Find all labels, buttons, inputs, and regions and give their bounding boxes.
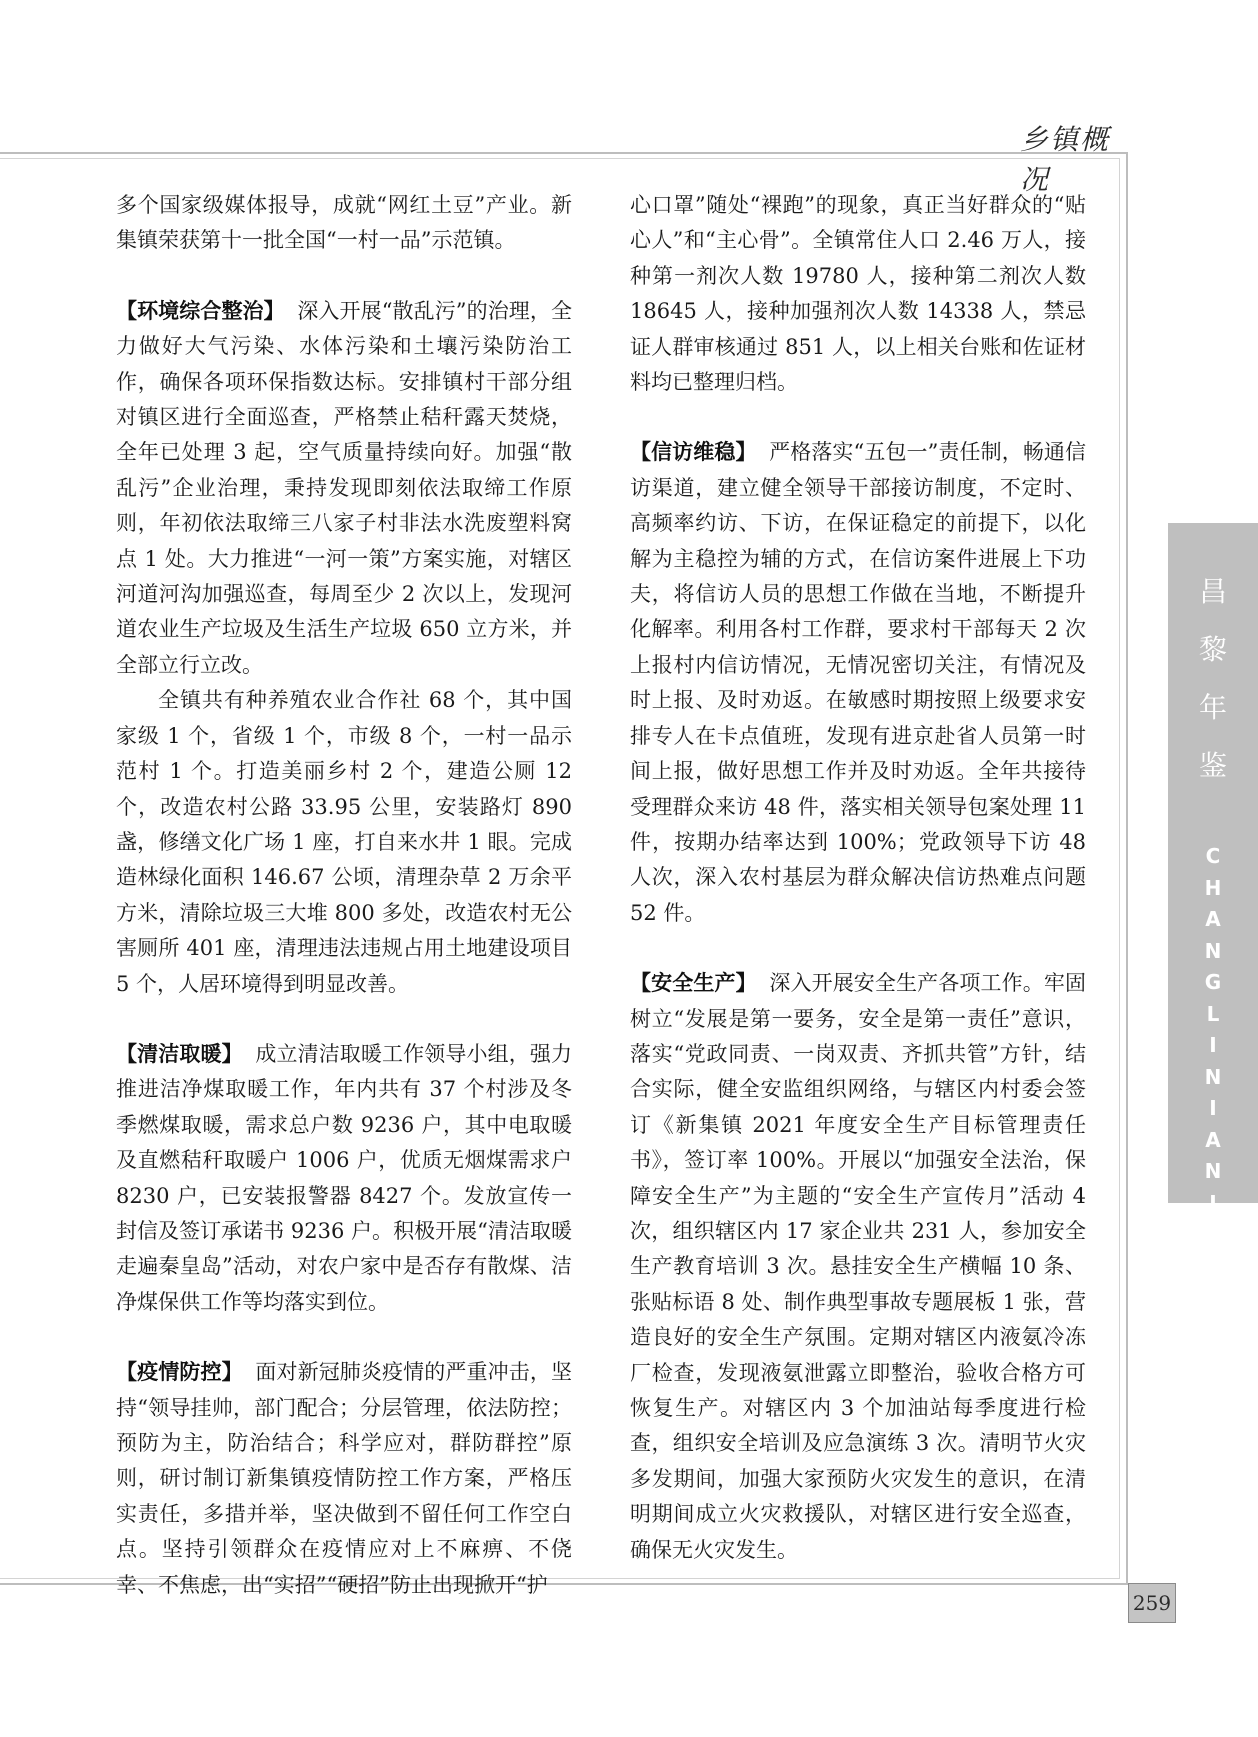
epidemic-text: 面对新冠肺炎疫情的严重冲击，坚持“领导挂帅，部门配合；分层管理，依法防控；预防为主，防治结合；科学应对，群防群控”原则，研讨制订新集镇疫情防控工作方案，严格压实责任，多措并举，坚决做到不留任何工作空白点。坚持引领群众在疫情应对上不麻痹、不侥幸、不焦虑，出“实招”“硬招”防止出现掀开“护: [116, 1360, 573, 1597]
side-tab-letter: I: [1209, 1096, 1217, 1120]
petition-text: 严格落实“五包一”责任制，畅通信访渠道，建立健全领导干部接访制度，不定时、高频率约访、下访，在保证稳定的前提下，以化解为主稳控为辅的方式，在信访案件进展上下功夫，将信访人员的思想工作做在当地，不断提升化解率。利用各村工作群，要求村干部每天 2 次上报村内信访情况，无情况密切关注，有情况及时上报、及时劝返。在敏感时期按照上级要求安排专人在卡点值班，发现有进京赴省人员第一时间上报，做好思想工作并及时劝返。全年共接待受理群众来访 48 件，落实相关领导包案处理 11 件，按期办结率达到 100%；党政领导下访 48 人次，深入农村基层为群众解决信访热难点问题 52 件。: [630, 440, 1086, 925]
epidemic-heading: 【疫情防控】: [116, 1360, 243, 1385]
side-tab-letter: A: [1205, 1127, 1221, 1152]
environment-paragraph-2: 全镇共有种养殖农业合作社 68 个，其中国家级 1 个，省级 1 个，市级 8 个，一村一品示范村 1 个。打造美丽乡村 2 个，建造公厕 12 个，改造农村公路 33.95 公里，安装路灯 890 盏，修缮文化广场 1 座，打自来水井 1 眼。完成造林绿化面积 146.67 公顷，清理杂草 2 万余平方米，清除垃圾三大堆 800 多处，改造农村无公害厕所 401 座，清理违法违规占用土地建设项目 5 个，人居环境得到明显改善。: [116, 688, 572, 996]
safety-heading: 【安全生产】: [630, 971, 757, 996]
petition-paragraph: [630, 435, 1086, 931]
side-tab-letter: N: [1204, 1285, 1222, 1309]
environment-text: 深入开展“散乱污”的治理，全力做好大气污染、水体污染和土壤污染防治工作，确保各项环保指数达标。安排镇村干部分组对镇区进行全面巡查，严格禁止秸秆露天焚烧，全年已处理 3 起，空气质量持续向好。加强“散乱污”企业治理，秉持发现即刻依法取缔工作原则，年初依法取缔三八家子村非法水洗废塑料窝点 1 处。大力推进“一河一策”方案实施，对辖区河道河沟加强巡查，每周至少 2 次以上，发现河道农业生产垃圾及生活生产垃圾 650 立方米，并全部立行立改。: [116, 298, 572, 677]
heating-paragraph: [116, 1037, 572, 1320]
intro-paragraph: 多个国家级媒体报导，成就“网红土豆”产业。新集镇荣获第十一批全国“一村一品”示范镇。: [116, 193, 572, 253]
side-tab-char: 年: [1198, 691, 1227, 724]
epidemic-continued-paragraph: 心口罩”随处“裸跑”的现象，真正当好群众的“贴心人”和“主心骨”。全镇常住人口 2.46 万人，接种第一剂次人数 19780 人，接种第二剂次人数 18645 人，接种加强剂次人数 14338 人，禁忌证人群审核通过 851 人，以上相关台账和佐证材料均已整理归档。: [630, 193, 1086, 395]
side-tab-char: 昌: [1198, 575, 1227, 608]
page-number: 259: [1128, 1583, 1176, 1623]
side-tab-letter: N: [1204, 1159, 1222, 1183]
safety-paragraph: [630, 966, 1086, 1568]
safety-text: 深入开展安全生产各项工作。牢固树立“发展是第一要务，安全是第一责任”意识，落实“党政同责、一岗双责、齐抓共管”方针，结合实际，健全安监组织网络，与辖区内村委会签订《新集镇 2021 年度安全生产目标管理责任书》，签订率 100%。开展以“加强安全法治，保障安全生产”为主题的“安全生产宣传月”活动 4 次，组织辖区内 17 家企业共 231 人，参加安全生产教育培训 3 次。悬挂安全生产横幅 10 条、张贴标语 8 处、制作典型事故专题展板 1 张，营造良好的安全生产氛围。定期对辖区内液氨冷冻厂检查，发现液氨泄露立即整治，验收合格方可恢复生产。对辖区内 3 个加油站每季度进行检查，组织安全培训及应急演练 3 次。清明节火灾多发期间，加强大家预防火灾发生的意识，在清明期间成立火灾救援队，对辖区进行安全巡查，确保无火灾发生。: [630, 971, 1087, 1562]
heating-text: 成立清洁取暖工作领导小组，强力推进洁净煤取暖工作，年内共有 37 个村涉及冬季燃煤取暖，需求总户数 9236 户，其中电取暖及直燃秸秆取暖户 1006 户，优质无烟煤需求户 8230 户，已安装报警器 8427 个。发放宣传一封信及签订承诺书 9236 户。积极开展“清洁取暖走遍秦皇岛”活动，对农户家中是否存有散煤、洁净煤保供工作等均落实到位。: [116, 1041, 573, 1314]
left-column: [116, 188, 572, 1603]
side-tab-letter: N: [1204, 938, 1222, 963]
side-tab-char: 鉴: [1198, 749, 1227, 782]
side-tab-letter: G: [1204, 970, 1222, 994]
side-tab-letter: C: [1205, 844, 1221, 868]
side-tab-letter: N: [1204, 1064, 1222, 1089]
side-tab-title: [1168, 563, 1258, 795]
petition-heading: 【信访维稳】: [630, 440, 757, 465]
right-column: [630, 188, 1086, 1568]
epidemic-paragraph: [116, 1355, 572, 1603]
section-title: 乡镇概况: [1020, 123, 1111, 196]
side-tab-letter: L: [1206, 1001, 1220, 1026]
side-tab-letter: J: [1209, 1190, 1217, 1215]
side-tab-letter: I: [1209, 1222, 1217, 1246]
heating-heading: 【清洁取暖】: [116, 1041, 243, 1066]
environment-heading: 【环境综合整治】: [116, 298, 285, 323]
side-tab-letter: A: [1205, 1253, 1221, 1278]
environment-paragraph: [116, 294, 572, 683]
side-tab-letter: I: [1209, 1033, 1217, 1057]
side-tab-pinyin: [1168, 841, 1258, 1314]
side-tab-letter: A: [1205, 907, 1221, 931]
yearbook-side-tab: [1168, 523, 1258, 1309]
side-tab-char: 黎: [1198, 633, 1227, 666]
side-tab-letter: H: [1204, 875, 1222, 900]
